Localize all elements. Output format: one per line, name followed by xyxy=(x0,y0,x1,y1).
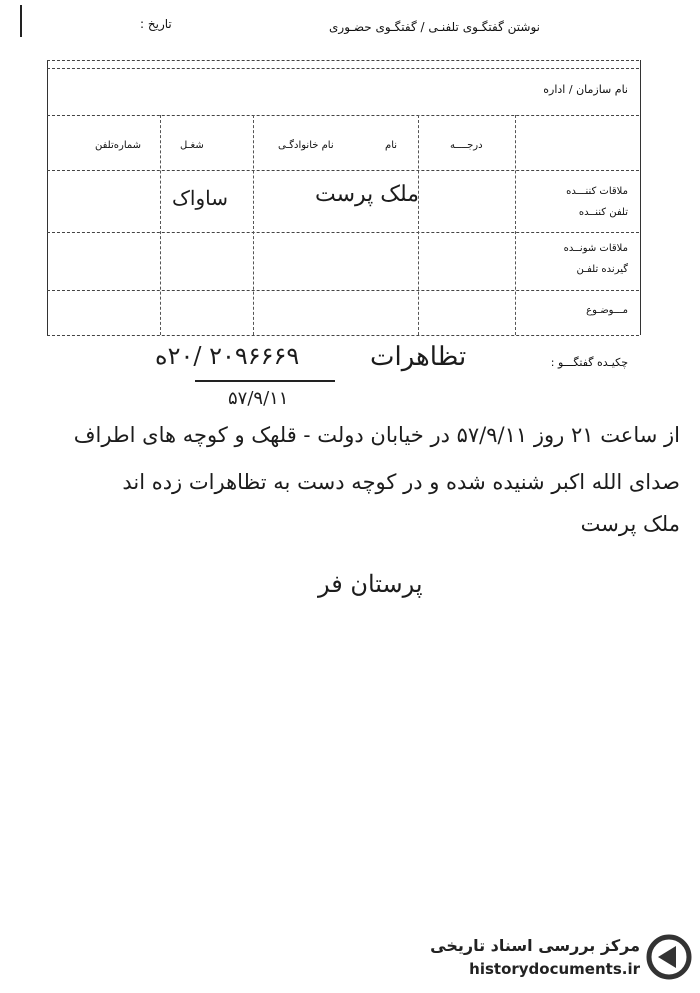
row-callee-2: گیرنده تلفـن xyxy=(576,264,628,275)
body-line-1: از ساعت ۲۱ روز ۵۷/۹/۱۱ در خیابان دولت - قلهک و کوچه های اطراف xyxy=(73,423,680,447)
body-line-3: ملک پرست xyxy=(580,512,680,536)
table-line xyxy=(47,60,639,61)
table-line xyxy=(47,335,639,336)
col-family: نام خانوادگـی xyxy=(278,140,334,151)
org-label: نام سازمان / اداره xyxy=(543,83,628,96)
caller-name: ملک پرست xyxy=(315,182,420,207)
margin-mark xyxy=(20,5,22,37)
col-job: شغـل xyxy=(180,140,204,151)
table-line xyxy=(47,115,639,116)
form-title: نوشتن گفتگـوی تلفنـی / گفتگـوی حضـوری xyxy=(329,20,540,34)
summary-number: ۲۰۹۶۶۶۹ /۲۰ه xyxy=(155,342,300,370)
table-line xyxy=(47,68,639,69)
table-line xyxy=(515,115,516,335)
table-line xyxy=(418,115,419,335)
watermark-line2: historydocuments.ir xyxy=(469,960,640,978)
watermark-line1: مرکز بررسی اسناد تاریخی xyxy=(430,936,640,955)
summary-label: چکیـده گفتگـــو : xyxy=(550,356,628,369)
table-line xyxy=(47,232,639,233)
body-line-2: صدای الله اکبر شنیده شده و در کوچه دست به تظاهرات زده اند xyxy=(122,470,680,494)
col-rank: درجــــه xyxy=(450,140,483,151)
row-caller-1: ملاقات کننـــده xyxy=(566,186,628,197)
signature: پرستان فر xyxy=(318,570,423,598)
table-line xyxy=(253,115,254,335)
table-line xyxy=(47,170,639,171)
table-line xyxy=(47,290,639,291)
summary-date: ۵۷/۹/۱۱ xyxy=(228,388,289,409)
table-line xyxy=(160,115,161,335)
archive-watermark xyxy=(410,930,692,988)
col-phone: شماره‌تلفن xyxy=(95,140,142,151)
underline xyxy=(195,380,335,382)
row-callee-1: ملاقات شونــده xyxy=(563,243,628,254)
row-subject: مـــوضـوع xyxy=(586,305,628,316)
caller-job: ساواک xyxy=(172,186,228,210)
col-name: نام xyxy=(385,140,398,151)
summary-topic: تظاهرات xyxy=(370,342,467,372)
date-label: تاریخ : xyxy=(140,17,172,31)
row-caller-2: تلفن کننــده xyxy=(578,207,628,218)
archive-logo-icon xyxy=(646,932,692,982)
